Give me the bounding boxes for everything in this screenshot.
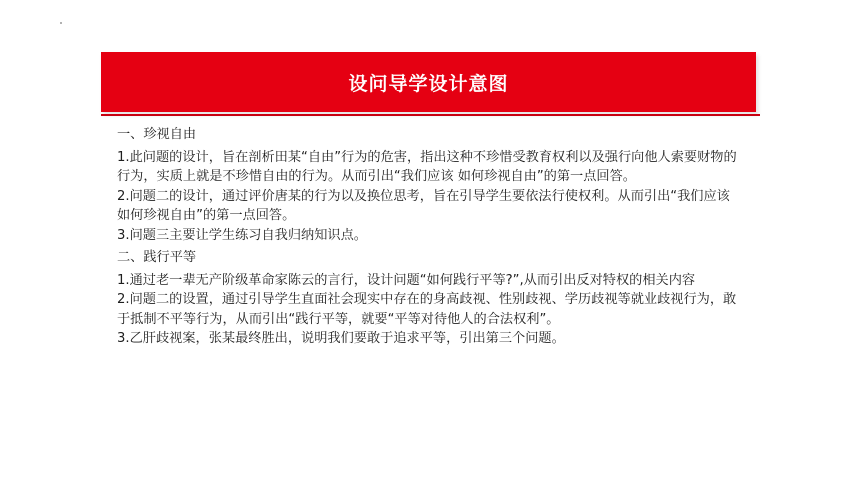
section-heading-equality: 二、践行平等 — [117, 250, 197, 265]
paragraph-freedom-1: 1.此问题的设计，旨在剖析田某“自由”行为的危害，指出这种不珍惜受教育权利以及强行向他人索要财物的行为，实质上就是不珍惜自由的行为。从而引出“我们应该 如何珍视自由”的第一点回答。 — [117, 149, 737, 184]
content-body — [117, 125, 742, 349]
paragraph-equality-3: 3.乙肝歧视案，张某最终胜出，说明我们要敢于追求平等，引出第三个问题。 — [117, 331, 565, 346]
title-banner — [101, 52, 756, 112]
paragraph-equality-1: 1.通过老一辈无产阶级革命家陈云的言行，设计问题“如何践行平等?”,从而引出反对特权的相关内容 — [117, 272, 696, 288]
decorative-dot — [60, 22, 62, 24]
paragraph-freedom-3: 3.问题三主要让学生练习自我归纳知识点。 — [117, 227, 367, 243]
slide-title: 设问导学设计意图 — [348, 72, 509, 95]
paragraph-freedom-2: 2.问题二的设计，通过评价唐某的行为以及换位思考，旨在引导学生要依法行使权利。从而引出“我们应该如何珍视自由”的第一点回答。 — [117, 188, 730, 223]
paragraph-equality-2: 2.问题二的设置，通过引导学生直面社会现实中存在的身高歧视、性别歧视、学历歧视等就业歧视行为，敢于抵制不平等行为，从而引出“践行平等，就要“平等对待他人的合法权利”。 — [117, 292, 737, 327]
section-heading-freedom: 一、珍视自由 — [117, 127, 197, 142]
title-underline — [101, 114, 760, 116]
